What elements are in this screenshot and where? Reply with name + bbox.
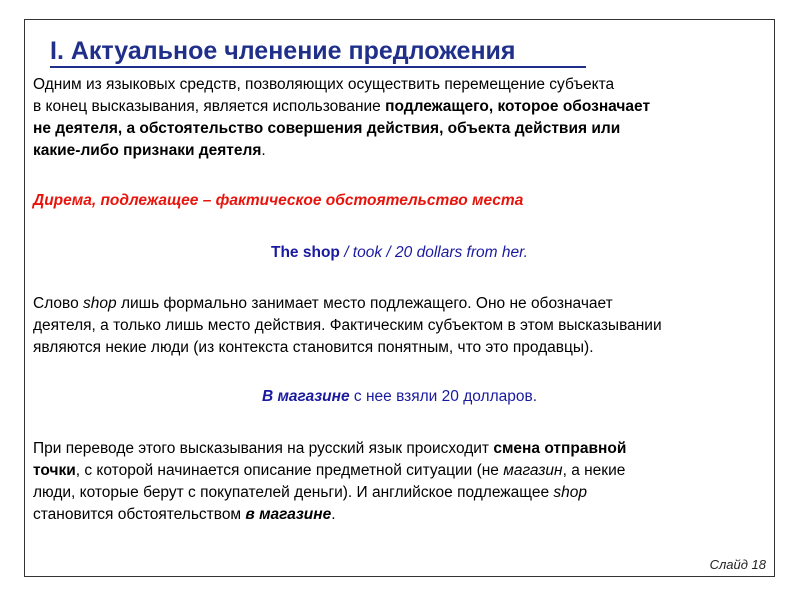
english-example (25, 242, 774, 264)
para1-bold-2: не деятеля, а обстоятельство совершения действия, объекта действия или (33, 120, 621, 137)
para3-text-4: люди, которые берут с покупателей деньги). И английское подлежащее (33, 484, 554, 501)
slide-title: I. Актуальное членение предложения (50, 37, 516, 65)
para3-bold-2: точки (33, 462, 76, 479)
para1-bold-3: какие-либо признаки деятеля (33, 142, 262, 159)
para2-text-1: Слово (33, 295, 84, 312)
para1-text-2: в конец высказывания, является использование (33, 98, 386, 115)
slide-number: Слайд 18 (709, 557, 766, 572)
slide-frame (24, 19, 775, 577)
para2-italic-1: shop (83, 295, 117, 312)
para2-text-3: деятеля, а только лишь место действия. Фактическим субъектом в этом высказывании (33, 317, 662, 334)
para2-text-2: лишь формально занимает место подлежащего. Оно не обозначает (116, 295, 613, 312)
english-example-subject: The shop (271, 244, 340, 261)
paragraph-2 (33, 293, 662, 359)
para3-italic-2: shop (553, 484, 588, 501)
para3-italic-1: магазин (503, 462, 563, 479)
para1-text-1: Одним из языковых средств, позволяющих осуществить перемещение субъекта (33, 76, 615, 93)
english-example-rest: / took / 20 dollars from her. (339, 244, 528, 261)
para3-text-6: . (331, 506, 336, 523)
para3-bold-italic-1: в магазине (245, 506, 332, 523)
para2-text-4: являются некие люди (из контекста становится понятным, что это продавцы). (33, 339, 594, 356)
para3-text-5: становится обстоятельством (33, 506, 246, 523)
paragraph-3 (33, 438, 626, 526)
russian-example (25, 386, 774, 408)
para1-bold-1: подлежащего, которое обозначает (385, 98, 651, 115)
para1-text-3: . (261, 142, 266, 159)
russian-example-rest: с нее взяли 20 долларов. (349, 388, 538, 405)
title-underline (50, 66, 586, 68)
para3-text-2: , с которой начинается описание предметной ситуации (не (75, 462, 504, 479)
para3-text-1: При переводе этого высказывания на русский язык происходит (33, 440, 494, 457)
para3-text-3: , а некие (562, 462, 626, 479)
para3-bold-1: смена отправной (493, 440, 627, 457)
red-heading: Дирема, подлежащее – фактическое обстоятельство места (33, 192, 524, 209)
paragraph-1 (33, 74, 650, 162)
russian-example-subject: В магазине (261, 388, 350, 405)
